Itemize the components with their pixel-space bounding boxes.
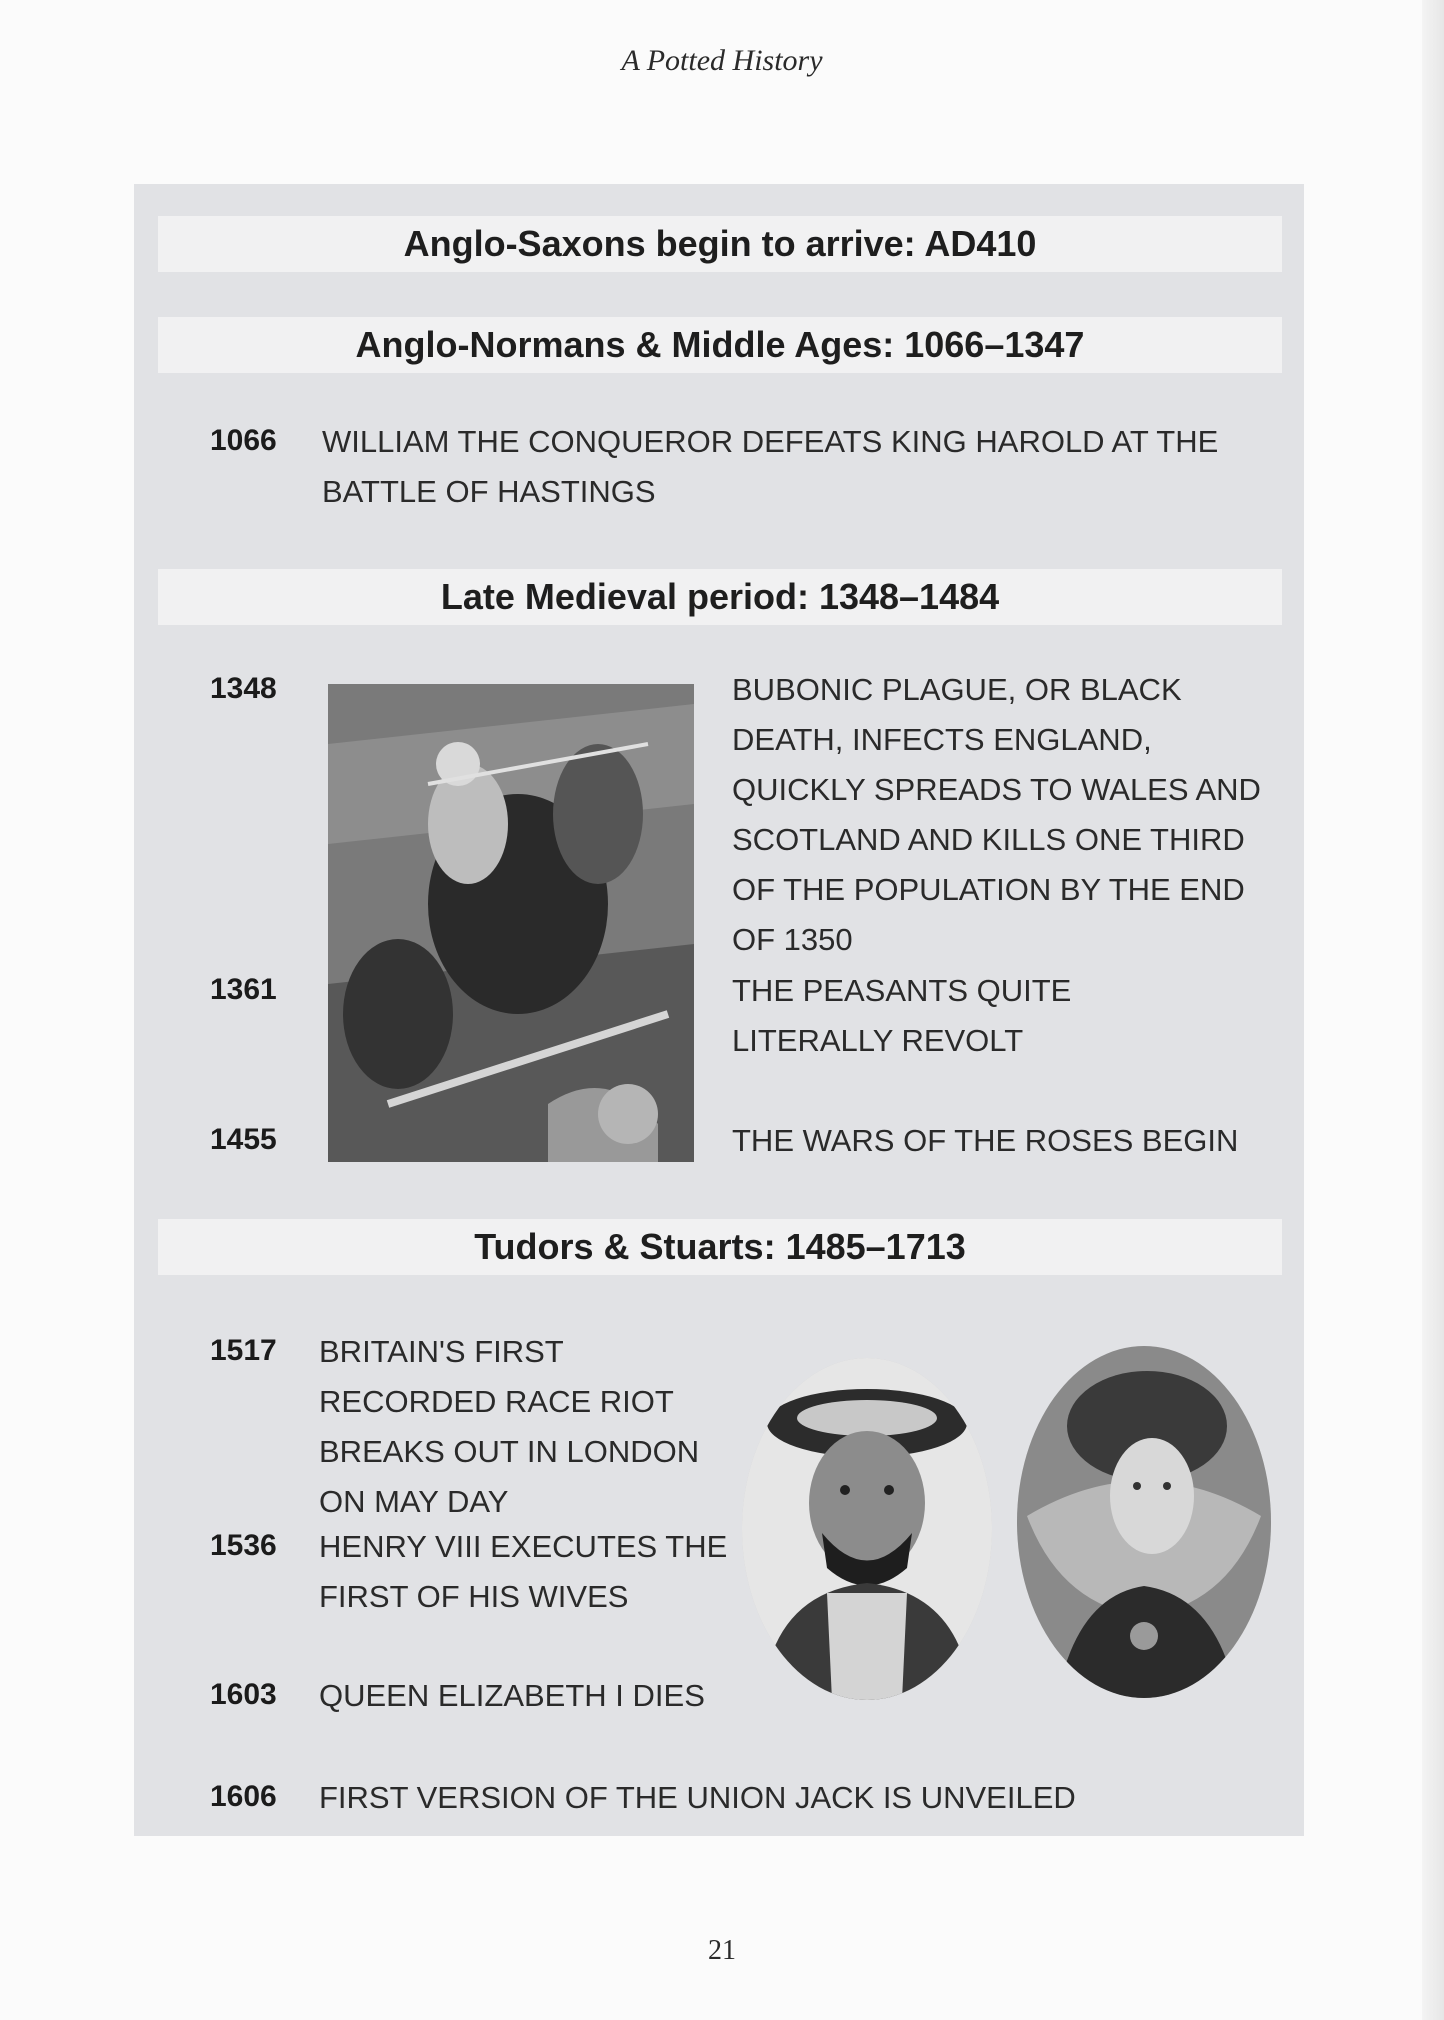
period-band-late-medieval <box>158 569 1282 625</box>
period-title: Anglo-Normans & Middle Ages: 1066–1347 <box>355 324 1085 365</box>
event-year: 1536 <box>210 1529 277 1562</box>
period-title: Tudors & Stuarts: 1485–1713 <box>474 1226 966 1267</box>
page-number: 21 <box>708 1935 736 1966</box>
event-text: QUEEN ELIZABETH I DIES <box>319 1678 705 1713</box>
battle-engraving <box>328 684 694 1162</box>
page-edge <box>1422 0 1444 2020</box>
event-text: BRITAIN'S FIRST RECORDED RACE RIOT BREAKS OUT IN LONDON ON MAY DAY <box>319 1334 700 1519</box>
event-text: FIRST VERSION OF THE UNION JACK IS UNVEILED <box>319 1780 1076 1815</box>
event-year: 1606 <box>210 1780 277 1813</box>
event-year: 1603 <box>210 1678 277 1711</box>
period-title: Late Medieval period: 1348–1484 <box>440 576 1000 617</box>
event-year: 1361 <box>210 973 277 1006</box>
event-year: 1348 <box>210 672 277 705</box>
henry-viii-portrait-illustration <box>742 1358 992 1700</box>
henry-viii-portrait <box>742 1358 992 1700</box>
elizabeth-i-portrait-illustration <box>1017 1346 1271 1698</box>
timeline-panel <box>134 184 1304 1836</box>
event-year: 1066 <box>210 424 277 457</box>
event-text: HENRY VIII EXECUTES THE FIRST OF HIS WIVES <box>319 1529 728 1614</box>
period-band-anglo-normans <box>158 317 1282 373</box>
running-head: A Potted History <box>621 44 823 77</box>
event-text: WILLIAM THE CONQUEROR DEFEATS KING HAROLD AT THE BATTLE OF HASTINGS <box>322 424 1219 509</box>
battle-engraving-illustration <box>328 684 694 1162</box>
event-year: 1517 <box>210 1334 277 1367</box>
event-text: THE WARS OF THE ROSES BEGIN <box>732 1123 1239 1158</box>
period-title: Anglo-Saxons begin to arrive: AD410 <box>403 223 1037 264</box>
event-text: BUBONIC PLAGUE, OR BLACK DEATH, INFECTS ENGLAND, QUICKLY SPREADS TO WALES AND SCOTLAND AND KILLS ONE THIRD OF THE POPULATION BY THE END OF 1350 <box>732 672 1261 957</box>
period-band-anglo-saxons <box>158 216 1282 272</box>
event-year: 1455 <box>210 1123 277 1156</box>
period-band-tudors-stuarts <box>158 1219 1282 1275</box>
event-text: THE PEASANTS QUITE LITERALLY REVOLT <box>732 973 1072 1058</box>
elizabeth-i-portrait <box>1017 1346 1271 1698</box>
